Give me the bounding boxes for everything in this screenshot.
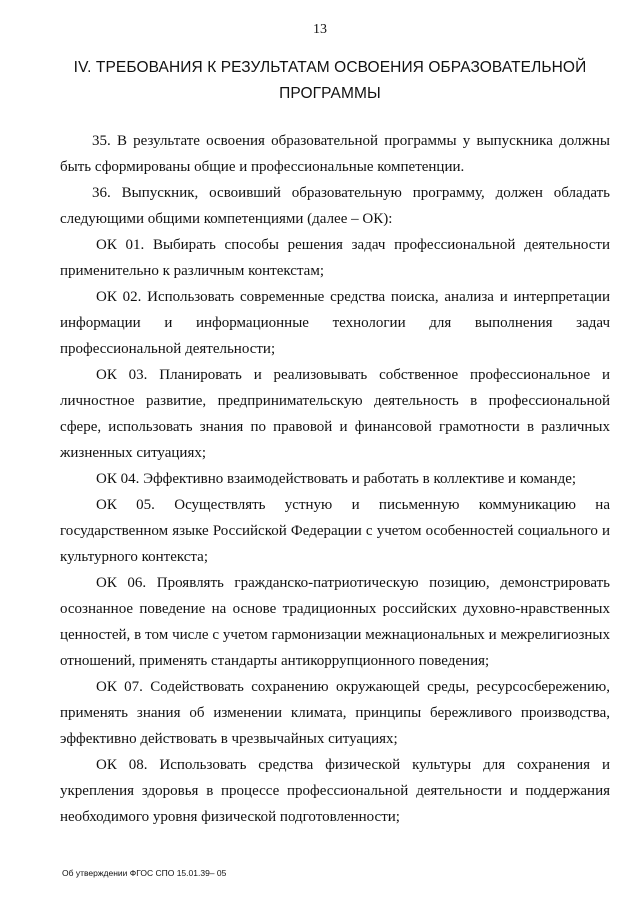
document-body <box>60 128 610 830</box>
competency-ok-05: ОК 05. Осуществлять устную и письменную коммуникацию на государственном языке Российской Федерации с учетом особенностей социального и культурного контекста; <box>60 497 610 565</box>
competency-ok-03: ОК 03. Планировать и реализовывать собственное профессиональное и личностное развитие, предпринимательскую деятельность в профессиональной сфере, использовать знания по правовой и финансовой грамотности в различных жизненных ситуациях; <box>60 367 610 461</box>
page-number: 13 <box>313 22 327 37</box>
competency-ok-08: ОК 08. Использовать средства физической культуры для сохранения и укрепления здоровья в процессе профессиональной деятельности и поддержания необходимого уровня физической подготовленности; <box>60 757 610 825</box>
competency-ok-07: ОК 07. Содействовать сохранению окружающей среды, ресурсосбережению, применять знания об изменении климата, принципы бережливого производства, эффективно действовать в чрезвычайных ситуациях; <box>60 679 610 747</box>
section-title: IV. ТРЕБОВАНИЯ К РЕЗУЛЬТАТАМ ОСВОЕНИЯ ОБРАЗОВАТЕЛЬНОЙ ПРОГРАММЫ <box>73 59 587 102</box>
competency-ok-04: ОК 04. Эффективно взаимодействовать и работать в коллективе и команде; <box>96 471 577 487</box>
competency-ok-02: ОК 02. Использовать современные средства поиска, анализа и интерпретации информации и информационные технологии для выполнения задач профессиональной деятельности; <box>60 289 610 357</box>
footer-note: Об утверждении ФГОС СПО 15.01.39– 05 <box>62 868 227 878</box>
paragraph-35: 35. В результате освоения образовательной программы у выпускника должны быть сформированы общие и профессиональные компетенции. <box>60 133 610 175</box>
paragraph-36: 36. Выпускник, освоивший образовательную программу, должен обладать следующими общими компетенциями (далее – ОК): <box>60 185 610 227</box>
competency-ok-06: ОК 06. Проявлять гражданско-патриотическую позицию, демонстрировать осознанное поведение на основе традиционных российских духовно-нравственных ценностей, в том числе с учетом гармонизации межнациональных и межрелигиозных отношений, применять стандарты антикоррупционного поведения; <box>60 575 610 669</box>
competency-ok-01: ОК 01. Выбирать способы решения задач профессиональной деятельности применительно к различным контекстам; <box>60 237 610 279</box>
